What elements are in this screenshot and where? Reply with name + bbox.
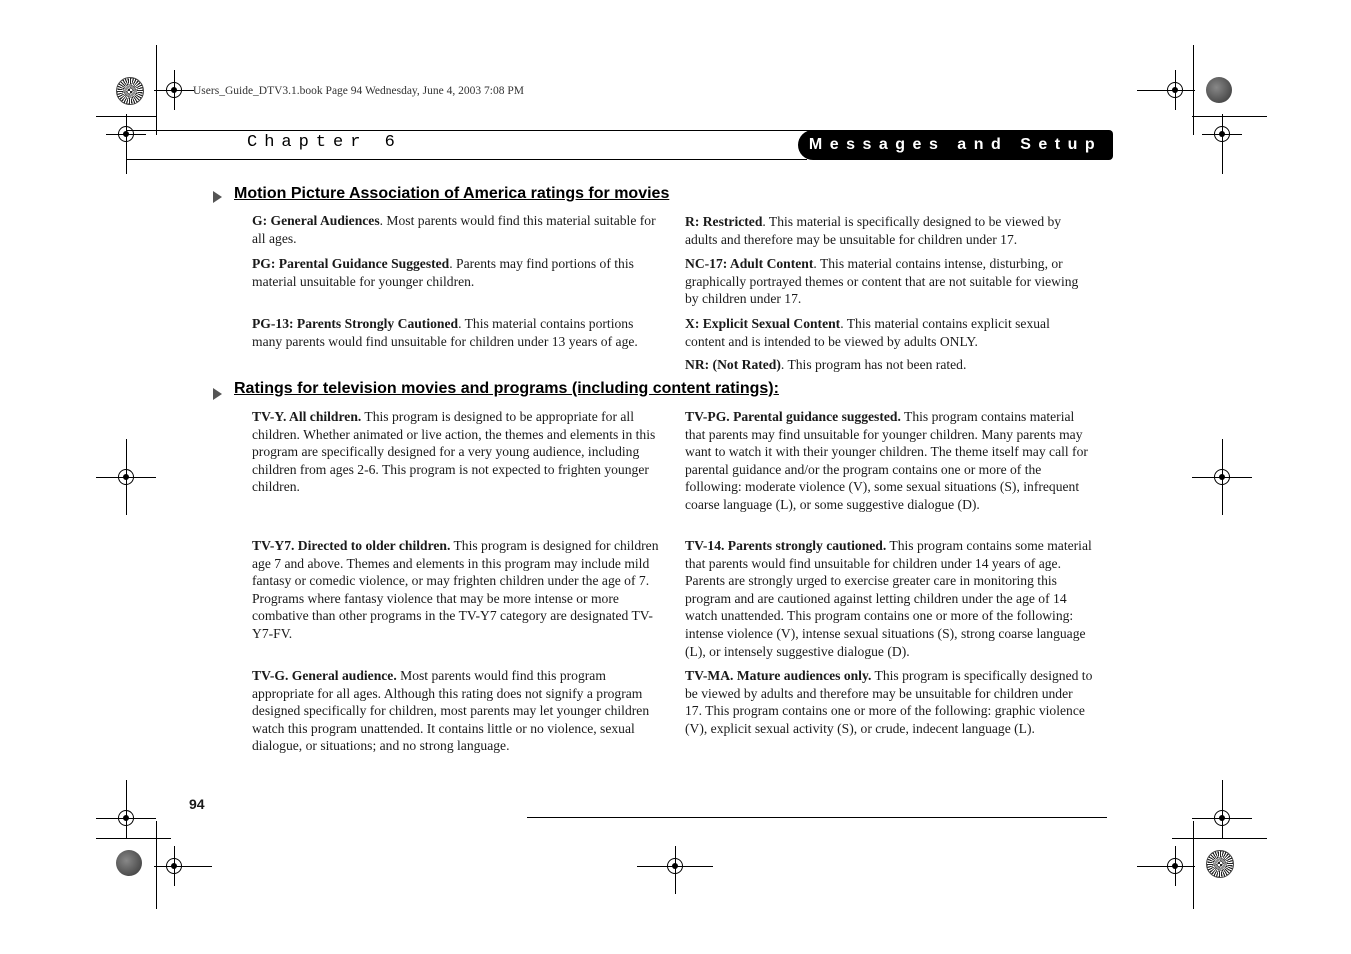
rating-item — [685, 537, 1093, 660]
rating-item — [685, 315, 1093, 350]
rating-item — [685, 408, 1093, 514]
section-heading-mpaa: Motion Picture Association of America ratings for movies — [234, 185, 670, 202]
section-heading-tv: Ratings for television movies and programs (including content ratings): — [234, 380, 779, 397]
registration-target-icon — [1206, 850, 1234, 878]
rating-term: G: General Audiences — [252, 213, 380, 228]
rating-item — [685, 255, 1093, 308]
rating-term: TV-G. General audience. — [252, 668, 397, 683]
section-title: Messages and Setup — [798, 130, 1113, 160]
header-rule-bottom — [127, 159, 807, 160]
rating-term: R: Restricted — [685, 214, 763, 229]
rating-description: . This material contains portions many parents would find unsuitable for children under 13 years of age. — [252, 316, 638, 349]
rating-term: TV-Y7. Directed to older children. — [252, 538, 451, 553]
page-number: 94 — [189, 796, 205, 812]
rating-item — [252, 315, 660, 350]
rating-term: TV-Y. All children. — [252, 409, 362, 424]
rating-item — [685, 667, 1093, 737]
rating-description: . This program has not been rated. — [780, 357, 967, 372]
rating-term: TV-MA. Mature audiences only. — [685, 668, 872, 683]
bullet-arrow-icon — [213, 388, 222, 400]
rating-description: This program is designed to be appropriate for all children. Whether animated or live action, the themes and elements in this program are specifically designed for a very young audience, including children from ages 2-6. This program is not expected to frighten younger children. — [252, 409, 656, 495]
registration-target-icon — [1206, 77, 1232, 103]
rating-description: This program is specifically designed to be viewed by adults and therefore may be unsuitable for children under 17. This program contains one or more of the following: graphic violence (V), explicit sexual activity (S), or crude, indecent language (L). — [685, 668, 1093, 736]
footer-rule — [527, 817, 1107, 818]
rating-term: NC-17: Adult Content — [685, 256, 814, 271]
rating-term: X: Explicit Sexual Content — [685, 316, 841, 331]
rating-description: . This material is specifically designed to be viewed by adults and therefore may be unsuitable for children under 17. — [685, 214, 1062, 247]
rating-item — [685, 356, 1093, 374]
rating-description: . Parents may find portions of this material unsuitable for younger children. — [252, 256, 634, 289]
rating-item — [252, 212, 660, 247]
rating-description: . Most parents would find this material suitable for all ages. — [252, 213, 656, 246]
rating-item — [252, 408, 660, 496]
print-slug: Users_Guide_DTV3.1.book Page 94 Wednesday, June 4, 2003 7:08 PM — [193, 85, 524, 97]
bullet-arrow-icon — [213, 191, 222, 203]
rating-description: . This material contains intense, disturbing, or graphically portrayed themes or content that are not suitable for viewing by children under 17. — [685, 256, 1079, 307]
chapter-label: Chapter 6 — [247, 133, 402, 152]
rating-item — [252, 667, 660, 755]
rating-description: Most parents would find this program appropriate for all ages. Although this rating does not signify a program designed specifically for children, most parents may let younger children watch this program unattended. It contains little or no violence, sexual dialogue, or situations; and no strong language. — [252, 668, 650, 754]
rating-description: This program contains material that parents may find unsuitable for younger children. Many parents may want to watch it with their younger children. The theme itself may call for parental guidance and/or the program contains one or more of the following: moderate violence (V), some sexual situations (S), infrequent coarse language (L), or some suggestive dialogue (D). — [685, 409, 1088, 512]
rating-item — [685, 213, 1093, 248]
registration-target-icon — [116, 77, 144, 105]
rating-term: TV-PG. Parental guidance suggested. — [685, 409, 901, 424]
rating-description: This program is designed for children age 7 and above. Themes and elements in this program may include mild fantasy or comedic violence, or may frighten children under the age of 7. Programs where fantasy violence that may be more intense or more combative than other programs in the TV-Y7 category are designated TV-Y7-FV. — [252, 538, 659, 641]
registration-target-icon — [116, 850, 142, 876]
rating-term: PG: Parental Guidance Suggested — [252, 256, 450, 271]
rating-term: TV-14. Parents strongly cautioned. — [685, 538, 887, 553]
rating-item — [252, 537, 660, 643]
rating-description: . This material contains explicit sexual content and is intended to be viewed by adults ONLY. — [685, 316, 1050, 349]
rating-description: This program contains some material that parents would find unsuitable for children under 14 years of age. Parents are strongly urged to exercise greater care in monitoring this program and are cautioned against letting children under the age of 14 watch unattended. This program contains one or more of the following: intense violence (V), intense sexual situations (S), strong coarse language (L), or intensely suggestive dialogue (D). — [685, 538, 1092, 659]
rating-term: PG-13: Parents Strongly Cautioned — [252, 316, 459, 331]
rating-item — [252, 255, 660, 290]
rating-term: NR: (Not Rated) — [685, 357, 781, 372]
